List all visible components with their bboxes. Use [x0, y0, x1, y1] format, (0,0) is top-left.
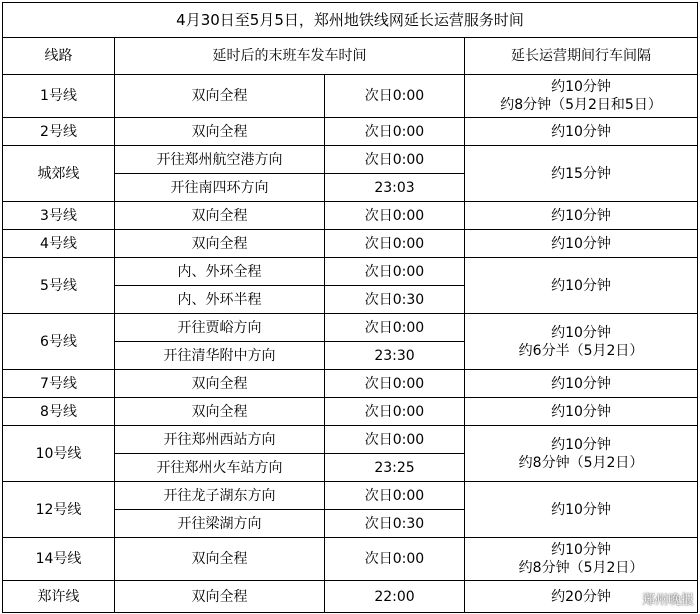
line-name: 8号线 [3, 398, 115, 426]
table-row [3, 538, 698, 581]
interval-note: 约8分钟（5月2日） [518, 560, 644, 576]
last-train-time: 次日0:00 [325, 75, 465, 118]
interval [465, 538, 698, 581]
line-name: 14号线 [3, 538, 115, 581]
direction: 开往梁湖方向 [115, 510, 325, 538]
direction: 开往龙子湖东方向 [115, 482, 325, 510]
interval [465, 314, 698, 370]
last-train-time: 次日0:00 [325, 482, 465, 510]
table-row [3, 426, 698, 454]
direction: 开往郑州航空港方向 [115, 146, 325, 174]
header-last-train: 延时后的末班车发车时间 [115, 38, 465, 75]
last-train-time: 次日0:00 [325, 538, 465, 581]
interval-text: 约10分钟 [551, 79, 611, 95]
direction: 双向全程 [115, 230, 325, 258]
line-name: 7号线 [3, 370, 115, 398]
table-row [3, 230, 698, 258]
last-train-time: 22:00 [325, 581, 465, 613]
table-row [3, 202, 698, 230]
line-name: 5号线 [3, 258, 115, 314]
table-row [3, 398, 698, 426]
line-name: 10号线 [3, 426, 115, 482]
interval-note: 约8分钟（5月2日） [518, 454, 644, 471]
last-train-time: 次日0:00 [325, 370, 465, 398]
line-name: 12号线 [3, 482, 115, 538]
direction: 双向全程 [115, 75, 325, 118]
line-name: 4号线 [3, 230, 115, 258]
direction: 开往清华附中方向 [115, 342, 325, 370]
table-row [3, 314, 698, 342]
last-train-time: 次日0:00 [325, 426, 465, 454]
line-name: 1号线 [3, 75, 115, 118]
direction: 双向全程 [115, 581, 325, 613]
table-row [3, 118, 698, 146]
header-line: 线路 [3, 38, 115, 75]
last-train-time: 次日0:00 [325, 230, 465, 258]
table-title: 4月30日至5月5日，郑州地铁线网延长运营服务时间 [3, 3, 698, 38]
last-train-time: 次日0:00 [325, 314, 465, 342]
direction: 内、外环全程 [115, 258, 325, 286]
interval [465, 75, 698, 118]
last-train-time: 次日0:00 [325, 202, 465, 230]
line-name: 郑许线 [3, 581, 115, 613]
direction: 双向全程 [115, 538, 325, 581]
table-row [3, 482, 698, 510]
last-train-time: 次日0:00 [325, 118, 465, 146]
last-train-time: 次日0:30 [325, 510, 465, 538]
schedule-sheet [2, 2, 697, 612]
table-row [3, 370, 698, 398]
line-name: 3号线 [3, 202, 115, 230]
direction: 双向全程 [115, 370, 325, 398]
direction: 开往贾峪方向 [115, 314, 325, 342]
line-name: 城郊线 [3, 146, 115, 202]
last-train-time: 23:25 [325, 454, 465, 482]
table-row [3, 258, 698, 286]
table-row [3, 146, 698, 174]
interval: 约10分钟 [465, 370, 698, 398]
interval: 约15分钟 [465, 146, 698, 202]
interval: 约10分钟 [465, 482, 698, 538]
interval [465, 426, 698, 482]
direction: 双向全程 [115, 202, 325, 230]
direction: 开往南四环方向 [115, 174, 325, 202]
interval-note: 约6分半（5月2日） [518, 342, 644, 359]
interval-text: 约10分钟 [551, 436, 611, 453]
table-row [3, 581, 698, 613]
last-train-time: 次日0:30 [325, 286, 465, 314]
direction: 开往郑州火车站方向 [115, 454, 325, 482]
interval: 约10分钟 [465, 118, 698, 146]
watermark: 郑州晚报 [641, 593, 694, 608]
interval-text: 约10分钟 [551, 542, 611, 558]
interval: 约20分钟 [465, 581, 698, 613]
last-train-time: 23:03 [325, 174, 465, 202]
interval-note: 约8分钟（5月2日和5日） [500, 97, 662, 113]
last-train-time: 次日0:00 [325, 398, 465, 426]
schedule-table [2, 2, 698, 613]
header-interval: 延长运营期间行车间隔 [465, 38, 698, 75]
direction: 开往郑州西站方向 [115, 426, 325, 454]
table-row [3, 75, 698, 118]
direction: 双向全程 [115, 398, 325, 426]
last-train-time: 次日0:00 [325, 258, 465, 286]
direction: 双向全程 [115, 118, 325, 146]
line-name: 2号线 [3, 118, 115, 146]
interval: 约10分钟 [465, 230, 698, 258]
last-train-time: 23:30 [325, 342, 465, 370]
interval-text: 约10分钟 [551, 324, 611, 341]
last-train-time: 次日0:00 [325, 146, 465, 174]
interval: 约10分钟 [465, 398, 698, 426]
interval: 约10分钟 [465, 202, 698, 230]
direction: 内、外环半程 [115, 286, 325, 314]
interval: 约10分钟 [465, 258, 698, 314]
line-name: 6号线 [3, 314, 115, 370]
